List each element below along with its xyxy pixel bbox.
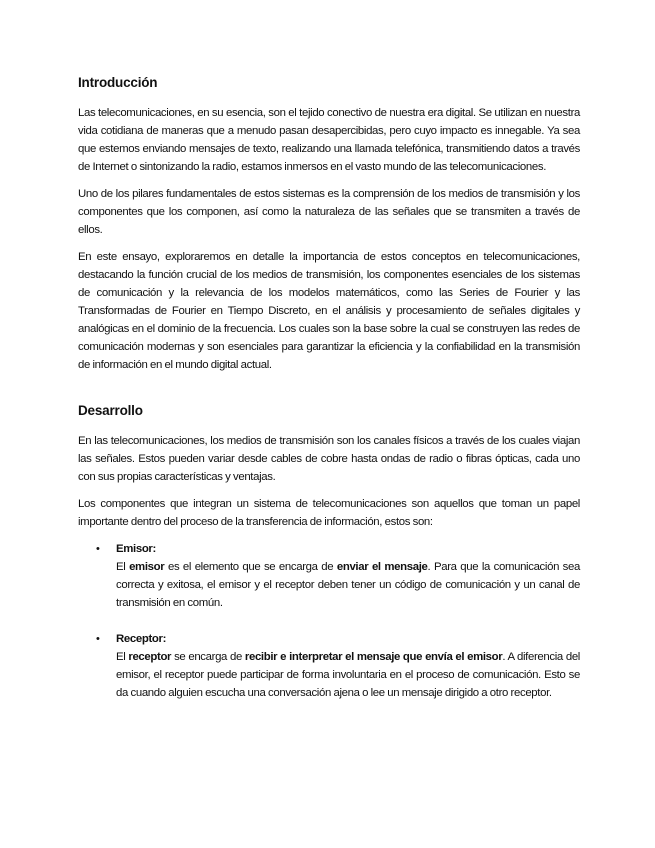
development-paragraph-2: Los componentes que integran un sistema de telecomunicaciones son aquellos que toman un papel importante dentro del proceso de la transferencia de información, estos son: [78, 498, 580, 528]
document-body [78, 74, 580, 720]
component-term: Receptor: [116, 633, 167, 645]
intro-paragraph-3: En este ensayo, exploraremos en detalle la importancia de estos conceptos en telecomunicaciones, destacando la función crucial de los medios de transmisión, los componentes esenciales de los sistemas de comunicación y la relevancia de los modelos matemáticos, como las Series de Fourier y las Transformadas de Fourier en Tiempo Discreto, en el análisis y procesamiento de señales digitales y analógicas en el dominio de la frecuencia. Los cuales son la base sobre la cual se construyen las redes de comunicación modernas y son esenciales para garantizar la eficiencia y la confiabilidad en la transmisión de información en el mundo digital actual. [78, 251, 580, 371]
intro-heading: Introducción [78, 75, 158, 90]
components-list [78, 540, 580, 702]
intro-paragraph-1: Las telecomunicaciones, en su esencia, son el tejido conectivo de nuestra era digital. Se utilizan en nuestra vida cotidiana de maneras que a menudo pasan desapercibidas, pero cuyo impacto es innegable. Ya sea que estemos enviando mensajes de texto, realizando una llamada telefónica, transmitiendo datos a través de Internet o sintonizando la radio, estamos inmersos en el vasto mundo de las telecomunicaciones. [78, 107, 580, 173]
component-description: El emisor es el elemento que se encarga de enviar el mensaje. Para que la comunicación sea correcta y exitosa, el emisor y el receptor deben tener un código de comunicación y un canal de transmisión en común. [116, 561, 580, 609]
bullet-icon: • [96, 543, 100, 555]
list-item-emisor [78, 540, 580, 612]
bullet-icon: • [96, 633, 100, 645]
component-description: El receptor se encarga de recibir e interpretar el mensaje que envía el emisor. A diferencia del emisor, el receptor puede participar de forma involuntaria en el proceso de comunicación. Esto se da cuando alguien escucha una conversación ajena o lee un mensaje dirigido a otro receptor. [116, 651, 580, 699]
development-heading: Desarrollo [78, 403, 143, 418]
list-item-receptor [78, 630, 580, 702]
development-paragraph-1: En las telecomunicaciones, los medios de transmisión son los canales físicos a través de los cuales viajan las señales. Estos pueden variar desde cables de cobre hasta ondas de radio o fibras ópticas, cada uno con sus propias características y ventajas. [78, 435, 580, 483]
intro-paragraph-2: Uno de los pilares fundamentales de estos sistemas es la comprensión de los medios de transmisión y los componentes que los componen, así como la naturaleza de las señales que se transmiten a través de ellos. [78, 188, 580, 236]
component-term: Emisor: [116, 543, 156, 555]
